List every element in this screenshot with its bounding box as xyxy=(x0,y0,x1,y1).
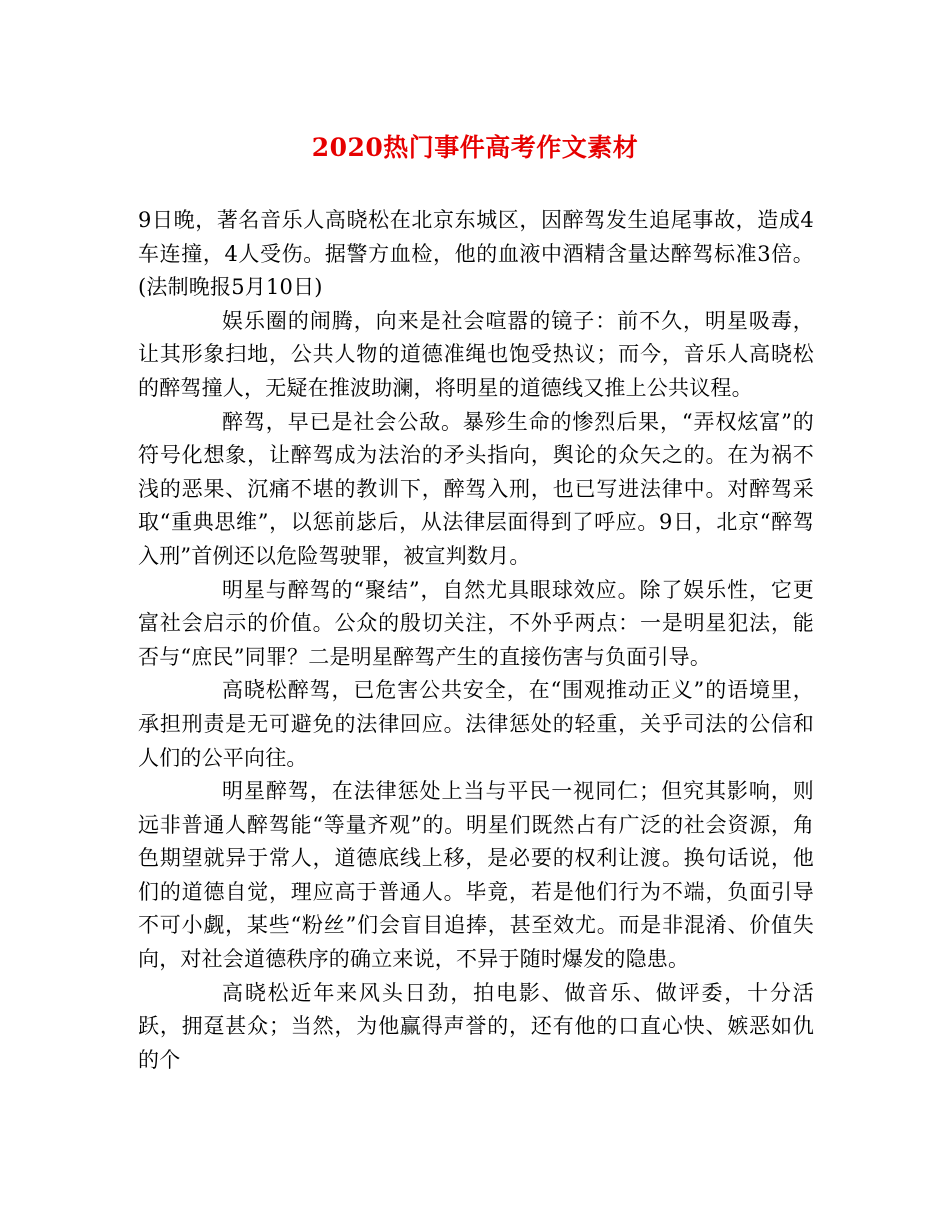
paragraph-3: 醉驾，早已是社会公敌。暴殄生命的惨烈后果，“弄权炫富”的符号化想象，让醉驾成为法治的矛头指向，舆论的众矢之的。在为祸不浅的恶果、沉痛不堪的教训下，醉驾入刑，也已写进法律中。对醉驾采取“重典思维”，以惩前毖后，从法律层面得到了呼应。9日，北京“醉驾入刑”首例还以危险驾驶罪，被宣判数月。 xyxy=(138,409,814,568)
document-body xyxy=(138,204,814,1077)
paragraph-2: 娱乐圈的闹腾，向来是社会喧嚣的镜子：前不久，明星吸毒，让其形象扫地，公共人物的道德准绳也饱受热议；而今，音乐人高晓松的醉驾撞人，无疑在推波助澜，将明星的道德线又推上公共议程。 xyxy=(138,308,814,400)
paragraph-1: 9日晚，著名音乐人高晓松在北京东城区，因醉驾发生追尾事故，造成4车连撞，4人受伤。据警方血检，他的血液中酒精含量达醉驾标准3倍。(法制晚报5月10日) xyxy=(138,208,814,300)
paragraph-6: 明星醉驾，在法律惩处上当与平民一视同仁；但究其影响，则远非普通人醉驾能“等量齐观”的。明星们既然占有广泛的社会资源，角色期望就异于常人，道德底线上移，是必要的权利让渡。换句话说，他们的道德自觉，理应高于普通人。毕竟，若是他们行为不端，负面引导不可小觑，某些“粉丝”们会盲目追捧，甚至效尤。而是非混淆、价值失向，对社会道德秩序的确立来说，不异于随时爆发的隐患。 xyxy=(138,779,814,972)
paragraph-5: 高晓松醉驾，已危害公共安全，在“围观推动正义”的语境里，承担刑责是无可避免的法律回应。法律惩处的轻重，关乎司法的公信和人们的公平向往。 xyxy=(138,678,814,770)
document-title: 2020热门事件高考作文素材 xyxy=(311,133,639,162)
paragraph-7: 高晓松近年来风头日劲，拍电影、做音乐、做评委，十分活跃，拥趸甚众；当然，为他赢得声誉的，还有他的口直心快、嫉恶如仇的个 xyxy=(138,980,814,1072)
paragraph-4: 明星与醉驾的“聚结”，自然尤具眼球效应。除了娱乐性，它更富社会启示的价值。公众的殷切关注，不外乎两点：一是明星犯法，能否与“庶民”同罪？二是明星醉驾产生的直接伤害与负面引导。 xyxy=(138,577,814,669)
